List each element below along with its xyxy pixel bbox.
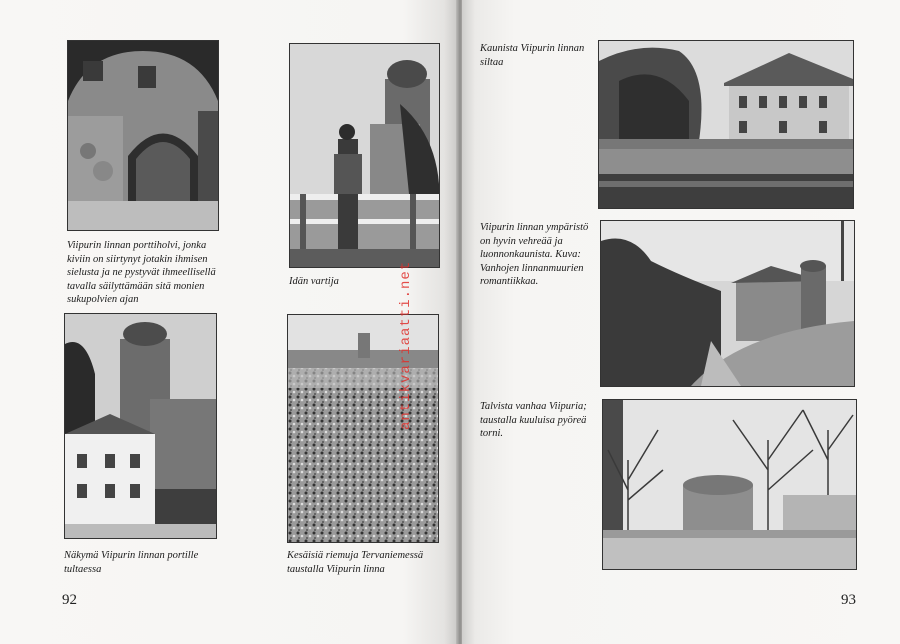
photo-winter bbox=[602, 399, 857, 570]
caption-winter: Talvista vanhaa Viipuria; taustalla kuuluisa pyöreä torni. bbox=[480, 401, 587, 440]
photo-gate-vault bbox=[67, 40, 219, 231]
photo-castle-bridge bbox=[598, 40, 854, 209]
caption-castle-view: Näkymä Viipurin linnan portille tultaessa bbox=[64, 550, 199, 575]
caption-gate-vault: Viipurin linnan porttiholvi, jonka kiviin on siirtynyt jotakin ihmisen sielusta ja ne pystyvät ihmeellisellä tavalla säilyttämään sitä monien sukupolvien ajan bbox=[67, 240, 216, 306]
page-number-left: 92 bbox=[62, 592, 77, 608]
right-page bbox=[462, 0, 900, 644]
caption-surroundings: Viipurin linnan ympäristö on hyvin vehreää ja luonnonkaunista. Kuva: Vanhojen linnanmuurien romantiikkaa. bbox=[480, 222, 589, 288]
photo-castle-view bbox=[64, 313, 217, 539]
caption-summer-beach: Kesäisiä riemuja Tervaniemessä taustalla Viipurin linna bbox=[287, 550, 424, 575]
watermark-text: antikvariaatti.net bbox=[398, 260, 414, 430]
page-number-right: 93 bbox=[841, 592, 856, 608]
caption-east-guard: Idän vartija bbox=[289, 276, 339, 287]
caption-castle-bridge: Kaunista Viipurin linnan siltaa bbox=[480, 43, 585, 68]
photo-surroundings bbox=[600, 220, 855, 387]
